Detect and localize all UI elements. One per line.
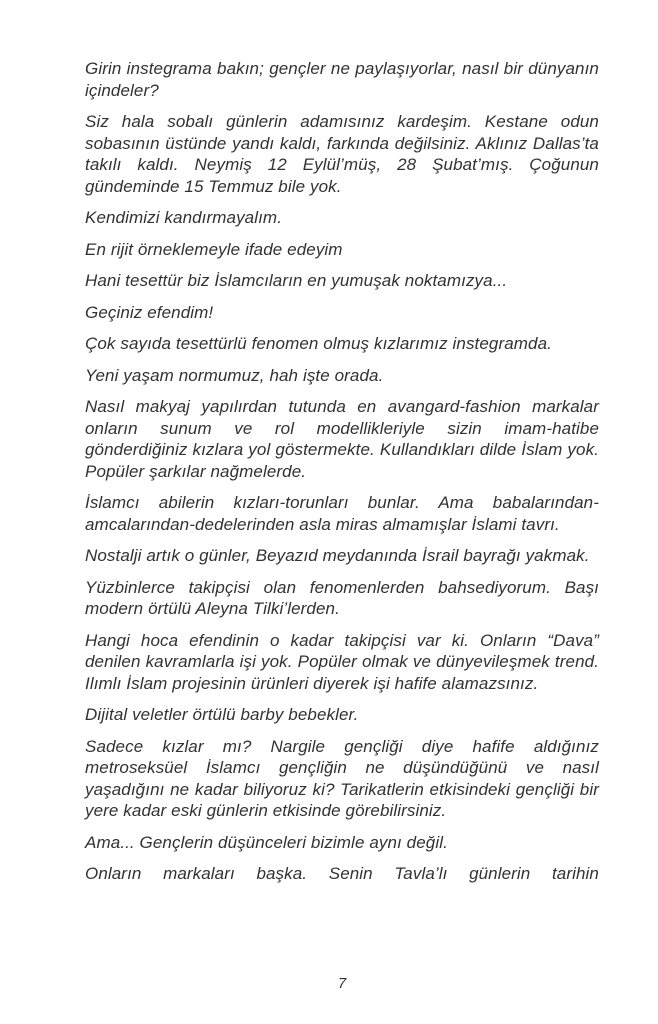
body-paragraph: Yeni yaşam normumuz, hah işte orada. [85, 365, 384, 385]
page-body-text [85, 58, 599, 895]
body-paragraph: Dijital veletler örtülü barby bebekler. [85, 705, 359, 724]
body-paragraph: Sadece kızlar mı? Nargile gençliği diye hafife aldığınız metroseksüel İslamcı gençliğin ne düşündüğünü ve nasıl yaşadığını ne kadar biliyoruz ki? Tarikatlerin etkisindeki gençliği bir yere kadar eski günlerin etkisinde görebilirsiniz. [85, 736, 599, 820]
body-paragraph: Geçiniz efendim! [85, 302, 214, 322]
body-paragraph: Siz hala sobalı günlerin adamısınız kardeşim. Kestane odun sobasının üstünde yandı kaldı, farkında değilsiniz. Aklınız Dallas’ta takılı kaldı. Neymiş 12 Eylül’müş, 28 Şubat’mış. Çoğunun gündeminde 15 Temmuz bile yok. [85, 112, 599, 196]
body-paragraph: Ama... Gençlerin düşünceleri bizimle aynı değil. [85, 832, 448, 852]
body-paragraph: Nasıl makyaj yapılırdan tutunda en avangard-fashion markalar onların sunum ve rol modellikleriyle sizin imam-hatibe gönderdiğiniz kızlara yol göstermekte. Kullandıkları dilde İslam yok. Popüler şarkılar nağmelerde. [85, 397, 599, 481]
body-paragraph: Onların markaları başka. Senin Tavla’lı günlerin tarihin [85, 864, 599, 883]
body-paragraph: Girin instegrama bakın; gençler ne paylaşıyorlar, nasıl bir dünyanın içindeler? [85, 59, 599, 100]
body-paragraph: En rijit örneklemeyle ifade edeyim [85, 239, 343, 259]
body-paragraph: Çok sayıda tesettürlü fenomen olmuş kızlarımız instegramda. [85, 334, 552, 353]
body-paragraph: Yüzbinlerce takipçisi olan fenomenlerden bahsediyorum. Başı modern örtülü Aleyna Tilki’lerden. [85, 577, 599, 618]
page-number: 7 [337, 975, 347, 992]
body-paragraph: Hangi hoca efendinin o kadar takipçisi var ki. Onların “Dava” denilen kavramlarla işi yok. Popüler olmak ve dünyevileşmek trend. Ilımlı İslam projesinin ürünleri diyerek işi hafife alamazsınız. [85, 630, 599, 693]
body-paragraph: Hani tesettür biz İslamcıların en yumuşak noktamızya... [85, 271, 508, 290]
body-paragraph: Kendimizi kandırmayalım. [85, 208, 283, 227]
body-paragraph: Nostalji artık o günler, Beyazıd meydanında İsrail bayrağı yakmak. [85, 546, 590, 565]
body-paragraph: İslamcı abilerin kızları-torunları bunlar. Ama babalarından-amcalarından-dedelerinden asla miras almamışlar İslami tavrı. [85, 493, 599, 534]
